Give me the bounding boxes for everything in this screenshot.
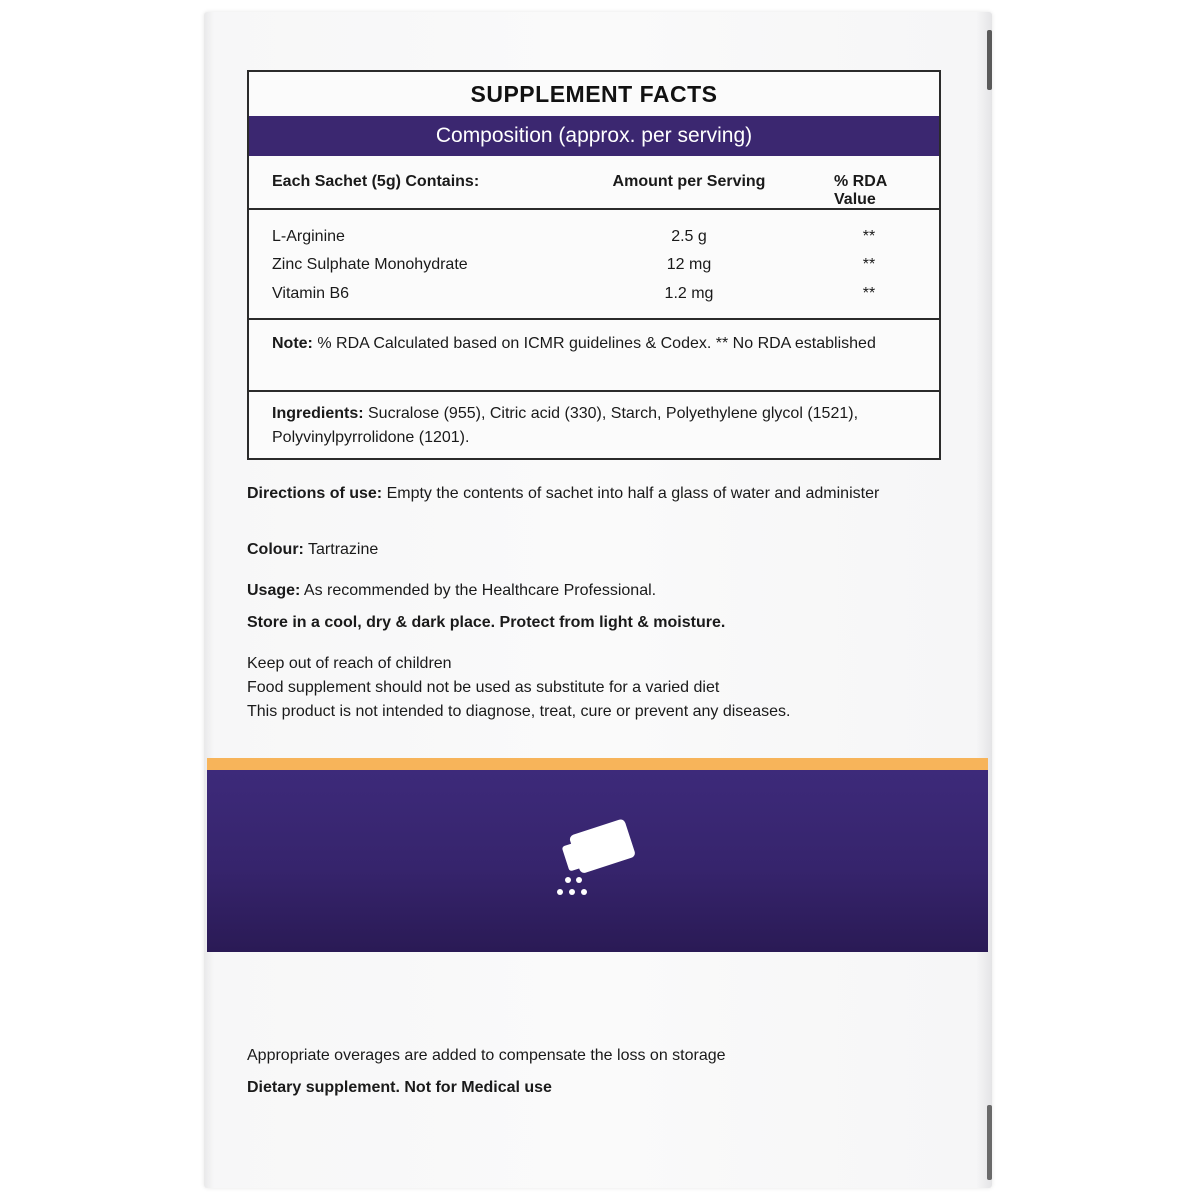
usage-info [247,579,937,603]
warning-line: This product is not intended to diagnose, treat, cure or prevent any diseases. [247,703,791,720]
overages-statement: Appropriate overages are added to compensate the loss on storage [247,1047,726,1064]
usage-text: As recommended by the Healthcare Professional. [300,582,657,599]
ingredient-amount: 2.5 g [671,228,707,245]
ingredient-name: Vitamin B6 [272,285,350,302]
facts-title: SUPPLEMENT FACTS [470,80,718,107]
warning-line: Food supplement should not be used as substitute for a varied diet [247,679,720,696]
table-row [249,281,939,309]
ingredient-rda: ** [862,285,876,302]
ingredients-text: Sucralose (955), Citric acid (330), Starch, Polyethylene glycol (1521), Polyvinylpyrrolidone (1201). [272,405,859,446]
rda-note [249,320,939,392]
orange-stripe [207,758,988,770]
sachet-pour-icon [552,814,642,909]
dietary-statement: Dietary supplement. Not for Medical use [247,1079,552,1096]
box-edge-shadow [987,30,992,90]
ingredient-amount: 1.2 mg [664,285,714,302]
ingredient-rda: ** [862,228,876,245]
storage-instructions: Store in a cool, dry & dark place. Protect from light & moisture. [247,614,726,631]
ingredient-name: Zinc Sulphate Monohydrate [272,256,468,273]
note-text: % RDA Calculated based on ICMR guidelines & Codex. ** No RDA established [312,335,876,352]
directions-label: Directions of use: [247,485,383,502]
note-label: Note: [272,335,313,352]
ingredient-rda: ** [862,256,876,273]
header-contents: Each Sachet (5g) Contains: [272,173,480,190]
colour-text: Tartrazine [303,541,379,558]
colour-label: Colour: [247,541,304,558]
directions-text: Empty the contents of sachet into half a glass of water and administer [382,485,880,502]
supplement-facts-panel [247,70,941,460]
facts-table-body [249,210,939,320]
ingredients-label: Ingredients: [272,405,364,422]
ingredient-amount: 12 mg [666,256,712,273]
colour-info [247,538,937,562]
header-rda: % RDA Value [834,173,887,208]
facts-table-header [249,156,939,210]
composition-band: Composition (approx. per serving) [249,116,939,156]
ingredients-section [249,392,939,450]
header-amount: Amount per Serving [612,173,766,190]
ingredient-name: L-Arginine [272,228,345,245]
table-row [249,224,939,252]
directions-of-use [247,482,937,506]
box-edge-shadow [987,1105,992,1180]
usage-label: Usage: [247,582,301,599]
table-row [249,252,939,280]
warning-line: Keep out of reach of children [247,655,452,672]
